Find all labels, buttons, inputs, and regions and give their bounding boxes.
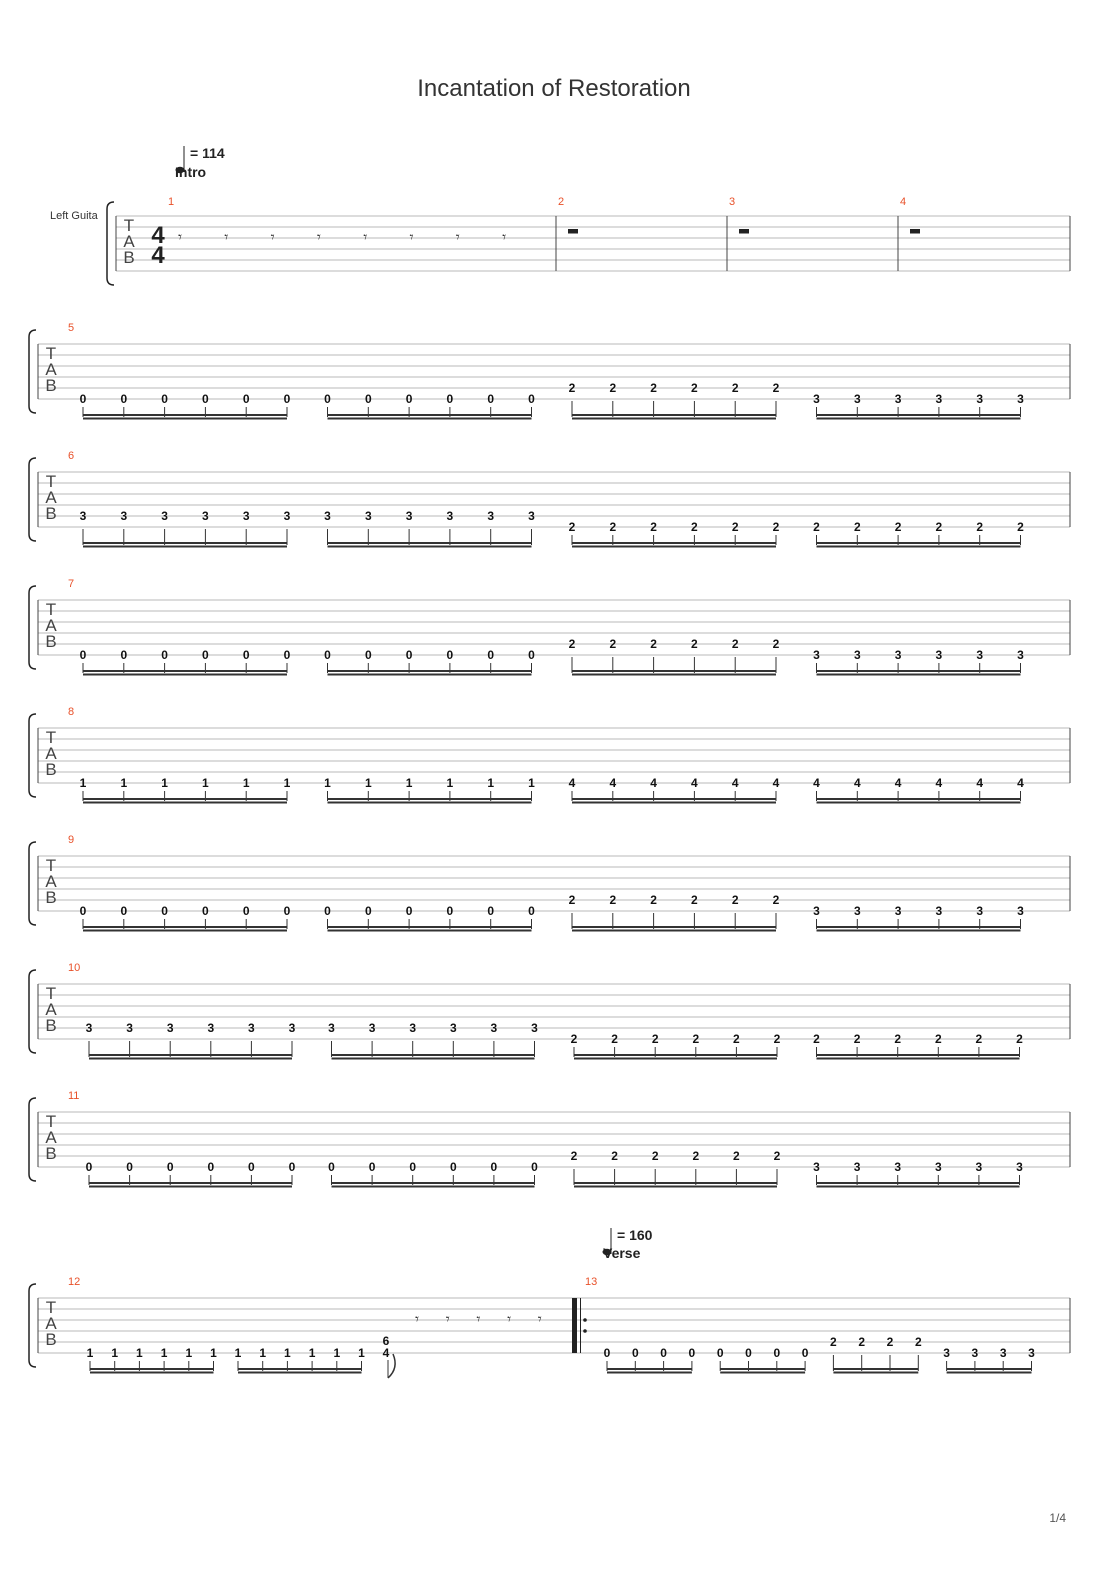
fret-number: 2 [772, 893, 780, 907]
fret-number: 2 [934, 1032, 942, 1046]
fret-number: 3 [935, 648, 943, 662]
section-label-verse: Verse [603, 1245, 641, 1261]
fret-number: 2 [731, 637, 739, 651]
fret-number: 3 [894, 1160, 902, 1174]
tab-clef-t: T [45, 472, 57, 491]
fret-number: 4 [568, 776, 576, 790]
fret-number: 3 [324, 509, 331, 523]
fret-number: 3 [1017, 392, 1024, 406]
fret-number: 1 [358, 1346, 365, 1360]
fret-number: 2 [858, 1335, 866, 1349]
fret-number: 0 [324, 392, 331, 406]
fret-number: 4 [609, 776, 617, 790]
staff-system [29, 450, 1070, 547]
fret-number: 0 [716, 1346, 724, 1360]
eighth-rest: 𝄾 [178, 229, 182, 246]
fret-number: 3 [813, 1160, 820, 1174]
fret-number: 3 [975, 1160, 983, 1174]
fret-number: 0 [79, 904, 87, 918]
tab-clef-t: T [45, 856, 57, 875]
fret-number: 3 [487, 509, 495, 523]
tab-clef-t: T [45, 600, 57, 619]
whole-rest [739, 229, 749, 234]
fret-number: 2 [650, 893, 657, 907]
fret-number: 0 [405, 904, 413, 918]
system-brace [29, 458, 36, 541]
fret-number: 2 [813, 1032, 820, 1046]
tab-clef-t: T [45, 1298, 57, 1317]
fret-number: 1 [284, 1346, 291, 1360]
fret-number: 3 [1016, 1160, 1023, 1174]
fret-number: 2 [691, 893, 698, 907]
whole-rest [910, 229, 920, 234]
fret-number: 3 [976, 648, 984, 662]
fret-number: 0 [487, 392, 495, 406]
fret-number: 2 [886, 1335, 894, 1349]
fret-number: 4 [650, 776, 657, 790]
fret-number: 2 [773, 1032, 781, 1046]
fret-number: 2 [650, 520, 657, 534]
fret-number: 0 [120, 904, 128, 918]
tab-clef-b: B [45, 1330, 57, 1349]
staff-system [29, 322, 1070, 419]
fret-number: 0 [79, 392, 87, 406]
fret-number: 0 [487, 648, 495, 662]
fret-number: 2 [976, 520, 984, 534]
fret-number: 2 [894, 1032, 902, 1046]
fret-number: 0 [79, 648, 87, 662]
fret-number: 0 [283, 392, 291, 406]
tab-clef-a: A [45, 744, 57, 763]
fret-number: 0 [242, 392, 250, 406]
fret-number: 2 [772, 637, 780, 651]
fret-number: 0 [161, 904, 168, 918]
tab-clef-b: B [123, 248, 135, 267]
fret-number: 3 [120, 509, 128, 523]
fret-number: 1 [210, 1346, 217, 1360]
fret-number: 3 [1028, 1346, 1035, 1360]
fret-number: 2 [650, 381, 657, 395]
fret-number: 0 [405, 392, 413, 406]
fret-number: 3 [813, 904, 820, 918]
fret-number: 4 [894, 776, 902, 790]
fret-number: 0 [487, 904, 495, 918]
eighth-rest: 𝄾 [455, 229, 460, 246]
score-title: Incantation of Restoration [417, 75, 691, 102]
tab-clef-b: B [45, 760, 57, 779]
fret-number: 3 [531, 1021, 538, 1035]
fret-number: 1 [160, 1346, 168, 1360]
fret-number: 2 [568, 520, 576, 534]
fret-number: 2 [1017, 520, 1024, 534]
fret-number: 2 [772, 520, 780, 534]
fret-number: 2 [935, 520, 943, 534]
measure-number: 4 [900, 196, 907, 208]
tab-clef-b: B [45, 504, 57, 523]
fret-number: 3 [409, 1021, 417, 1035]
fret-number: 0 [161, 392, 168, 406]
repeat-dot [583, 1329, 587, 1333]
fret-number: 1 [324, 776, 331, 790]
fret-number: 3 [813, 392, 820, 406]
fret-number: 2 [813, 520, 820, 534]
fret-number: 2 [611, 1149, 618, 1163]
fret-number: 3 [161, 509, 168, 523]
fret-number: 1 [242, 776, 250, 790]
fret-number: 3 [368, 1021, 376, 1035]
fret-number: 3 [813, 648, 820, 662]
fret-number: 0 [283, 648, 291, 662]
tab-clef-a: A [45, 360, 57, 379]
tab-clef-a: A [45, 616, 57, 635]
measure-number: 3 [729, 196, 736, 208]
fret-number: 0 [364, 904, 372, 918]
system-brace [29, 842, 36, 925]
fret-number: 1 [405, 776, 413, 790]
fret-number: 2 [651, 1032, 659, 1046]
system-brace [107, 202, 114, 285]
fret-number: 4 [1017, 776, 1024, 790]
fret-number: 4 [731, 776, 739, 790]
fret-number: 0 [324, 648, 331, 662]
system-brace [29, 330, 36, 413]
fret-number: 2 [731, 520, 739, 534]
fret-number: 1 [79, 776, 87, 790]
tab-clef-t: T [45, 1112, 57, 1131]
fret-number: 3 [976, 904, 984, 918]
fret-number: 2 [1016, 1032, 1023, 1046]
time-signature-top: 4 [151, 222, 165, 249]
fret-number: 3 [853, 1160, 861, 1174]
staff-system [29, 1090, 1070, 1187]
fret-number: 6 [382, 1334, 390, 1348]
fret-number: 2 [570, 1149, 578, 1163]
fret-number: 2 [692, 1032, 700, 1046]
fret-number: 0 [328, 1160, 335, 1174]
fret-number: 3 [166, 1021, 174, 1035]
system-brace [29, 714, 36, 797]
fret-number: 2 [773, 1149, 781, 1163]
fret-number: 0 [745, 1346, 752, 1360]
fret-number: 1 [364, 776, 372, 790]
fret-number: 3 [528, 509, 535, 523]
fret-number: 0 [242, 648, 250, 662]
fret-number: 2 [609, 637, 617, 651]
staff-system [29, 962, 1070, 1059]
fret-number: 2 [570, 1032, 578, 1046]
fret-number: 0 [248, 1160, 255, 1174]
fret-number: 1 [283, 776, 291, 790]
fret-number: 2 [609, 520, 617, 534]
measure-number: 8 [68, 706, 75, 718]
fret-number: 0 [446, 392, 454, 406]
measure-number: 1 [168, 196, 175, 208]
fret-number: 1 [111, 1346, 119, 1360]
fret-number: 2 [914, 1335, 922, 1349]
fret-number: 1 [259, 1346, 267, 1360]
staff-system [29, 1276, 1070, 1378]
fret-number: 4 [691, 776, 698, 790]
fret-number: 2 [830, 1335, 837, 1349]
fret-number: 2 [691, 381, 698, 395]
fret-number: 1 [446, 776, 454, 790]
fret-number: 3 [446, 509, 454, 523]
fret-number: 2 [650, 637, 657, 651]
eighth-rest: 𝄾 [409, 229, 414, 246]
fret-number: 2 [733, 1032, 740, 1046]
fret-number: 3 [894, 648, 902, 662]
fret-number: 1 [202, 776, 209, 790]
tab-clef-a: A [45, 1000, 57, 1019]
fret-number: 3 [283, 509, 291, 523]
fret-number: 3 [971, 1346, 979, 1360]
fret-number: 3 [202, 509, 209, 523]
staff-system [29, 578, 1070, 675]
fret-number: 2 [853, 520, 861, 534]
fret-number: 0 [126, 1160, 133, 1174]
tempo-mark-intro [175, 145, 225, 180]
tab-clef-b: B [45, 376, 57, 395]
repeat-thick-bar [572, 1298, 577, 1353]
fret-number: 0 [446, 904, 454, 918]
tab-clef-t: T [123, 216, 135, 235]
fret-number: 0 [288, 1160, 296, 1174]
fret-number: 2 [692, 1149, 700, 1163]
tab-clef-a: A [45, 1314, 57, 1333]
fret-number: 0 [166, 1160, 174, 1174]
measure-number: 5 [68, 322, 75, 334]
fret-number: 3 [490, 1021, 498, 1035]
fret-number: 0 [202, 392, 209, 406]
staff-systems [29, 196, 1070, 1378]
tab-clef-a: A [123, 232, 135, 251]
fret-number: 2 [853, 1032, 861, 1046]
fret-number: 2 [651, 1149, 659, 1163]
fret-number: 1 [136, 1346, 143, 1360]
tab-clef-a: A [45, 488, 57, 507]
fret-number: 3 [364, 509, 372, 523]
fret-number: 3 [242, 509, 250, 523]
tab-clef-b: B [45, 1144, 57, 1163]
fret-number: 0 [202, 648, 209, 662]
fret-number: 0 [631, 1346, 639, 1360]
fret-number: 1 [333, 1346, 341, 1360]
fret-number: 0 [801, 1346, 809, 1360]
fret-number: 0 [283, 904, 291, 918]
system-brace [29, 1284, 36, 1367]
fret-number: 4 [853, 776, 861, 790]
fret-number: 3 [943, 1346, 950, 1360]
fret-number: 2 [568, 637, 576, 651]
section-label-intro: Intro [175, 164, 207, 180]
tab-clef-a: A [45, 872, 57, 891]
staff-system [107, 196, 1070, 285]
measure-number: 13 [585, 1276, 598, 1288]
fret-number: 3 [85, 1021, 93, 1035]
time-signature-bottom: 4 [151, 242, 165, 269]
fret-number: 3 [1017, 648, 1024, 662]
eighth-rest: 𝄾 [224, 229, 229, 246]
eighth-rest: 𝄾 [270, 229, 275, 246]
fret-number: 0 [409, 1160, 417, 1174]
fret-number: 1 [528, 776, 535, 790]
fret-number: 3 [288, 1021, 296, 1035]
whole-rest [568, 229, 578, 234]
fret-number: 3 [853, 392, 861, 406]
fret-number: 0 [120, 392, 128, 406]
fret-number: 0 [161, 648, 168, 662]
measure-number: 11 [68, 1090, 80, 1102]
fret-number: 0 [446, 648, 454, 662]
repeat-dot [583, 1318, 587, 1322]
fret-number: 0 [528, 648, 535, 662]
measure-number: 9 [68, 834, 75, 846]
fret-number: 0 [490, 1160, 498, 1174]
fret-number: 2 [733, 1149, 740, 1163]
fret-number: 3 [999, 1346, 1007, 1360]
fret-number: 0 [242, 904, 250, 918]
fret-number: 0 [324, 904, 331, 918]
measure-number: 10 [68, 962, 81, 974]
fret-number: 0 [688, 1346, 696, 1360]
fret-number: 1 [487, 776, 495, 790]
eighth-rest: 𝄾 [476, 1311, 481, 1328]
fret-number: 1 [185, 1346, 193, 1360]
fret-number: 0 [202, 904, 209, 918]
eighth-rest: 𝄾 [507, 1311, 512, 1328]
tab-clef-b: B [45, 1016, 57, 1035]
measure-number: 2 [558, 196, 565, 208]
fret-number: 0 [368, 1160, 376, 1174]
track-name: Left Guita [50, 210, 98, 222]
fret-number: 4 [935, 776, 943, 790]
fret-number: 0 [85, 1160, 93, 1174]
tab-clef-b: B [45, 632, 57, 651]
tempo-mark-verse [603, 1227, 653, 1261]
tempo-label: = 114 [190, 145, 225, 161]
tab-clef-b: B [45, 888, 57, 907]
page-number: 1/4 [1049, 1511, 1066, 1525]
eighth-rest: 𝄾 [502, 229, 507, 246]
eighth-rest: 𝄾 [537, 1311, 542, 1328]
eighth-rest: 𝄾 [415, 1311, 419, 1328]
fret-number: 3 [405, 509, 413, 523]
fret-number: 2 [568, 893, 576, 907]
fret-number: 2 [691, 520, 698, 534]
fret-number: 3 [328, 1021, 335, 1035]
fret-number: 4 [382, 1346, 390, 1360]
fret-number: 1 [234, 1346, 242, 1360]
tab-clef-t: T [45, 344, 57, 363]
fret-number: 2 [691, 637, 698, 651]
fret-number: 3 [853, 648, 861, 662]
fret-number: 3 [853, 904, 861, 918]
fret-number: 0 [207, 1160, 215, 1174]
fret-number: 3 [894, 392, 902, 406]
tempo-label: = 160 [617, 1227, 653, 1243]
fret-number: 1 [86, 1346, 94, 1360]
fret-number: 4 [813, 776, 820, 790]
fret-number: 2 [568, 381, 576, 395]
fret-number: 3 [935, 904, 943, 918]
fret-number: 0 [773, 1346, 781, 1360]
staff-system [29, 706, 1070, 803]
fret-number: 3 [126, 1021, 133, 1035]
fret-number: 3 [935, 392, 943, 406]
fret-number: 0 [405, 648, 413, 662]
fret-number: 3 [449, 1021, 457, 1035]
eighth-rest: 𝄾 [363, 229, 368, 246]
fret-number: 2 [894, 520, 902, 534]
fret-number: 0 [603, 1346, 611, 1360]
system-brace [29, 970, 36, 1053]
fret-number: 1 [308, 1346, 316, 1360]
fret-number: 4 [772, 776, 780, 790]
fret-number: 0 [449, 1160, 457, 1174]
fret-number: 2 [611, 1032, 618, 1046]
fret-number: 3 [248, 1021, 255, 1035]
fret-number: 2 [609, 893, 617, 907]
fret-number: 4 [976, 776, 984, 790]
fret-number: 2 [772, 381, 780, 395]
measure-number: 12 [68, 1276, 81, 1288]
fret-number: 2 [731, 381, 739, 395]
measure-number: 6 [68, 450, 75, 462]
system-brace [29, 1098, 36, 1181]
fret-number: 0 [364, 392, 372, 406]
tab-clef-a: A [45, 1128, 57, 1147]
fret-number: 2 [975, 1032, 983, 1046]
staff-system [29, 834, 1070, 931]
tab-clef-t: T [45, 984, 57, 1003]
fret-number: 0 [528, 392, 535, 406]
fret-number: 3 [1017, 904, 1024, 918]
system-brace [29, 586, 36, 669]
fret-number: 3 [976, 392, 984, 406]
fret-number: 1 [120, 776, 128, 790]
fret-number: 1 [161, 776, 168, 790]
fret-number: 0 [120, 648, 128, 662]
measure-number: 7 [68, 578, 75, 590]
fret-number: 3 [934, 1160, 942, 1174]
fret-number: 2 [731, 893, 739, 907]
fret-number: 0 [531, 1160, 538, 1174]
fret-number: 0 [660, 1346, 667, 1360]
fret-number: 3 [894, 904, 902, 918]
fret-number: 0 [364, 648, 372, 662]
tab-clef-t: T [45, 728, 57, 747]
fret-number: 3 [207, 1021, 215, 1035]
fret-number: 3 [79, 509, 87, 523]
fret-number: 2 [609, 381, 617, 395]
fret-number: 0 [528, 904, 535, 918]
eighth-rest: 𝄾 [316, 229, 321, 246]
eighth-rest: 𝄾 [445, 1311, 450, 1328]
